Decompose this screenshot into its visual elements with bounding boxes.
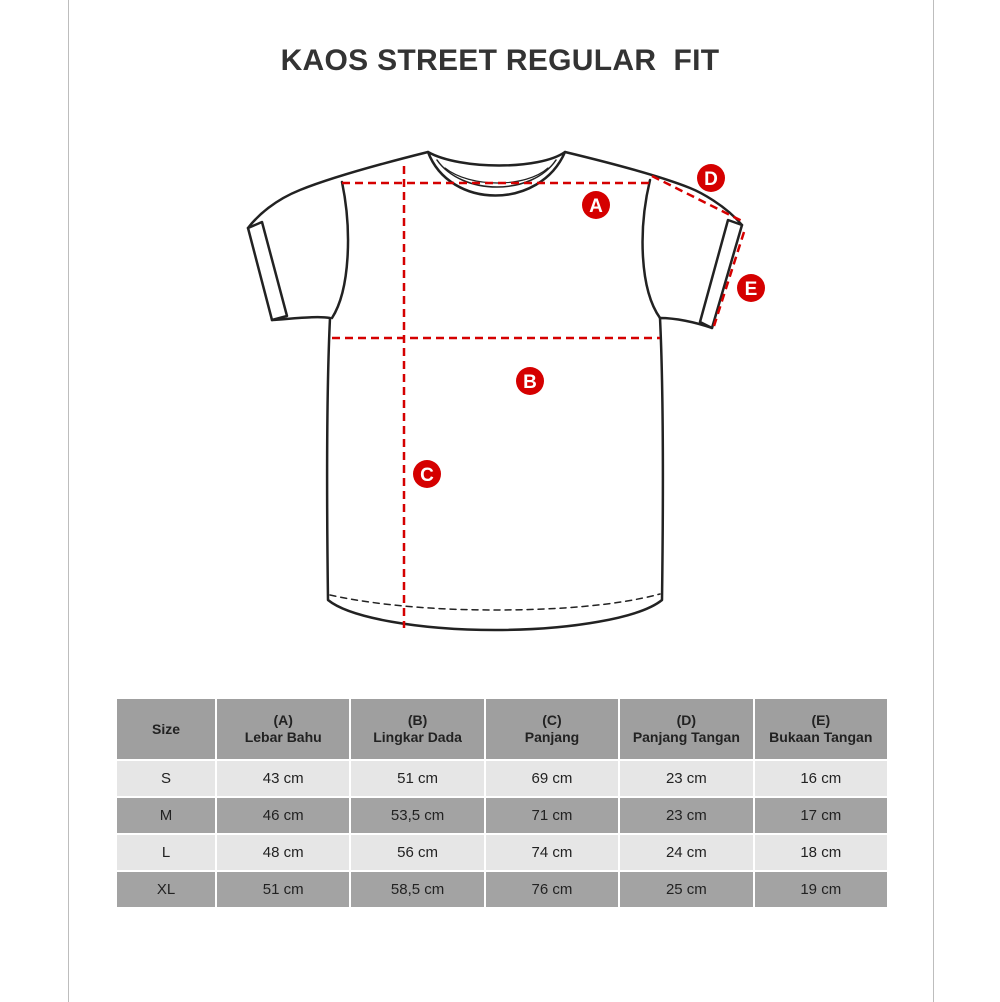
marker-e-label: E <box>744 279 758 300</box>
cell-e: 16 cm <box>755 761 887 796</box>
cell-e: 19 cm <box>755 872 887 907</box>
cell-e: 18 cm <box>755 835 887 870</box>
cell-size: XL <box>117 872 215 907</box>
cell-size: M <box>117 798 215 833</box>
cell-d: 25 cm <box>620 872 752 907</box>
measurement-lines <box>332 166 744 628</box>
table-row <box>117 761 887 796</box>
cell-c: 71 cm <box>486 798 618 833</box>
cell-c: 76 cm <box>486 872 618 907</box>
cell-d: 24 cm <box>620 835 752 870</box>
cell-a: 48 cm <box>217 835 349 870</box>
marker-e <box>737 274 765 302</box>
marker-c-label: C <box>420 465 434 486</box>
cell-b: 58,5 cm <box>351 872 483 907</box>
size-table <box>115 697 889 909</box>
tshirt-outline <box>248 152 742 630</box>
cell-a: 46 cm <box>217 798 349 833</box>
cell-a: 43 cm <box>217 761 349 796</box>
table-row <box>117 872 887 907</box>
cell-size: S <box>117 761 215 796</box>
marker-d <box>697 164 725 192</box>
table-header-row <box>117 699 887 759</box>
table-row <box>117 798 887 833</box>
cell-size: L <box>117 835 215 870</box>
marker-a-label: A <box>589 196 603 217</box>
header-size: Size <box>117 699 215 759</box>
marker-b-label: B <box>523 372 537 393</box>
cell-d: 23 cm <box>620 761 752 796</box>
header-a: (A) Lebar Bahu <box>217 699 349 759</box>
cell-d: 23 cm <box>620 798 752 833</box>
marker-b <box>516 367 544 395</box>
cell-e: 17 cm <box>755 798 887 833</box>
cell-c: 69 cm <box>486 761 618 796</box>
line-e-opening <box>714 232 744 326</box>
table-row <box>117 835 887 870</box>
cell-b: 53,5 cm <box>351 798 483 833</box>
cell-c: 74 cm <box>486 835 618 870</box>
header-e: (E) Bukaan Tangan <box>755 699 887 759</box>
header-c: (C) Panjang <box>486 699 618 759</box>
cell-b: 56 cm <box>351 835 483 870</box>
cell-b: 51 cm <box>351 761 483 796</box>
header-b: (B) Lingkar Dada <box>351 699 483 759</box>
marker-a <box>582 191 610 219</box>
page-title: KAOS STREET REGULAR FIT <box>280 44 720 77</box>
header-d: (D) Panjang Tangan <box>620 699 752 759</box>
marker-d-label: D <box>704 169 718 190</box>
marker-c <box>413 460 441 488</box>
cell-a: 51 cm <box>217 872 349 907</box>
